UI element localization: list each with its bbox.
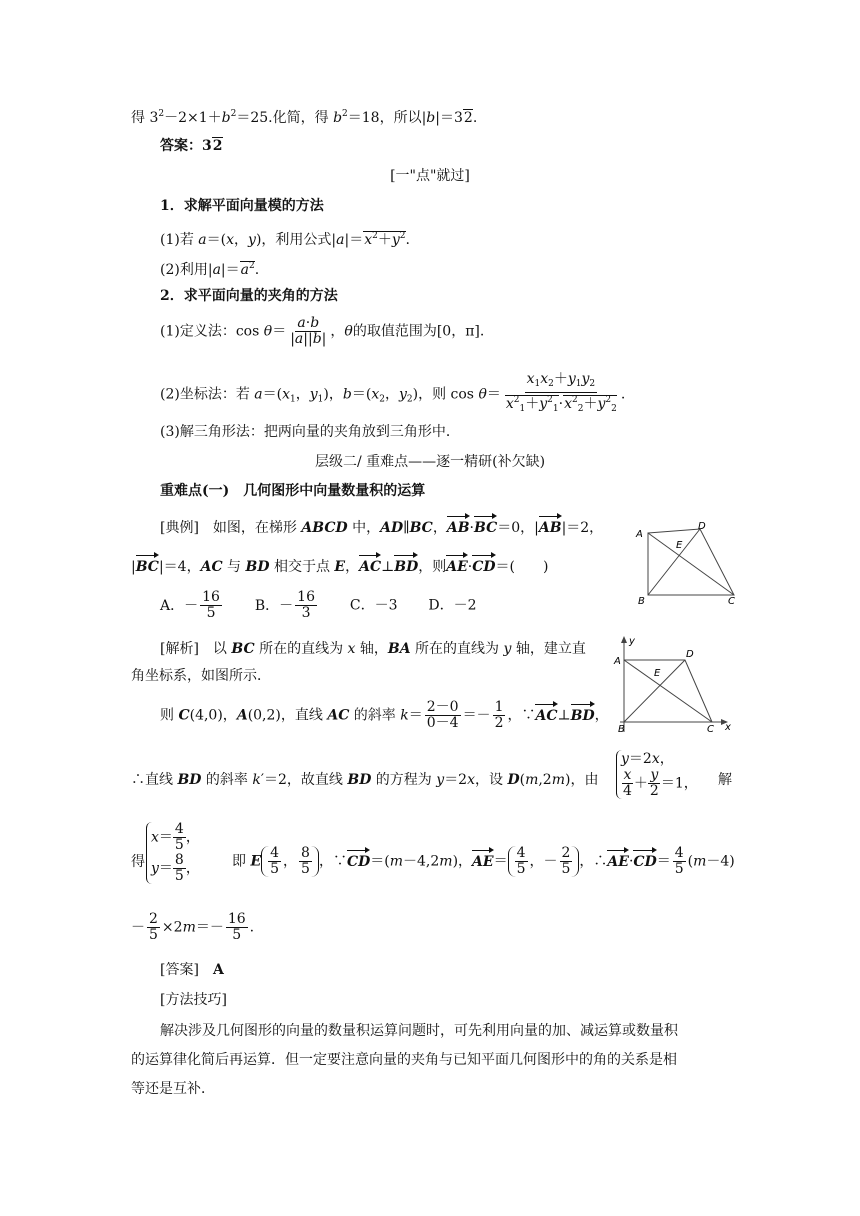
analysis-line-4: ∴直线 BD 的斜率 k′＝2，故直线 BD 的方程为 y＝2x，设 D(m,2m)，由 [131, 772, 599, 788]
option-a[interactable]: A．－ $\frac{16}{5}$ [160, 589, 220, 621]
label-a2: A [614, 656, 621, 667]
label-d2: D [686, 649, 694, 660]
analysis-line-2: 角坐标系，如图所示． [131, 668, 271, 684]
option-c[interactable]: C．－3 [349, 597, 398, 614]
angle-method-2: (2)坐标法：若 $a=(x_1$，$y_1$)，$b=(x_2$，$y_2$)，则 cos θ＝ $\frac{x_1x_2+y_1y_2}{x^2_1+y^2_1\cdot x^2_2+y^2_2}$ . [160, 372, 625, 417]
answer-line: 答案：32 [160, 138, 223, 154]
answer-line-2: [答案] A [160, 962, 224, 978]
option-b[interactable]: B．－ $\frac{16}{3}$ [254, 589, 315, 621]
analysis-line-6: － $\frac{2}{5}$ ×2m＝－ $\frac{16}{5}$ . [131, 911, 255, 943]
key-title: 重难点(一) 几何图形中向量数量积的运算 [160, 483, 426, 499]
coordinate-figure [612, 632, 737, 737]
system-equations: y＝2x， $\frac{x}{4}$ ＋ $\frac{y}{2}$ ＝1， [616, 750, 698, 799]
label-e2: E [654, 668, 661, 679]
example-line-2: |BC|＝4，AC 与 BD 相交于点 E，AC⊥BD，则AE·CD＝( ) [131, 553, 548, 577]
tips-heading: [方法技巧] [160, 992, 227, 1008]
heading-modulus: 1．求解平面向量模的方法 [160, 198, 324, 214]
angle-method-1-line: (1)定义法：cos θ＝ $\frac{a\cdot b}{|a||b|}$ ，θ的取值范围为[0，π]. [160, 315, 485, 347]
analysis-line-5b: 即 E $\frac{4}{5}$ ， $\frac{8}{5}$ ，∵CD＝(m－4,2m)，AE＝ $\frac{4}{5}$ ，－ $\frac{2}{5}$ ，∴AE·CD＝ $\frac{4}{5}$ (m－4) [232, 845, 735, 877]
options [160, 590, 477, 621]
angle-method-3: (3)解三角形法：把两向量的夹角放到三角形中． [160, 424, 460, 440]
method-2: (2)利用$|a|=a^2$. [160, 261, 260, 278]
answer-value: A [212, 962, 224, 978]
example-line-1: [典例] 如图，在梯形 ABCD 中，AD∥BC，AB·BC＝0，|AB|＝2， [160, 514, 603, 538]
tips-line-2: 的运算律化简后再运算．但一定要注意向量的夹角与已知平面几何图形中的角的关系是相 [131, 1052, 677, 1068]
label-y: y [629, 636, 635, 647]
label-b2: B [618, 724, 625, 735]
label-a: A [636, 529, 643, 540]
label-d: D [698, 521, 706, 532]
solve-word: 解 [718, 772, 732, 788]
label-c: C [728, 596, 735, 607]
tips-line-1: 解决涉及几何图形的向量的数量积运算问题时，可先利用向量的加、减运算或数量积 [160, 1023, 678, 1039]
label-b: B [638, 596, 645, 607]
label-e: E [676, 540, 683, 551]
trapezoid-figure [630, 520, 745, 610]
analysis-line-3: 则 C(4,0)，A(0,2)，直线 AC 的斜率 k＝ $\frac{2-0}{0-4}$ ＝－ $\frac{1}{2}$ ，∵AC⊥BD， [160, 699, 609, 731]
text-line: 得 $3^2-2\times 1+b^2=25$.化简，得 $b^2=18$，所以|b|＝32. [131, 109, 478, 126]
tips-line-3: 等还是互补． [131, 1081, 215, 1097]
analysis-line-1: [解析] 以 BC 所在的直线为 x 轴，BA 所在的直线为 y 轴，建立直 [160, 641, 586, 657]
solution-system: x＝ $\frac{4}{5}$ ， y＝ $\frac{8}{5}$ ， [146, 822, 200, 884]
analysis-line-5: 得 [131, 854, 145, 870]
heading-angle: 2．求平面向量的夹角的方法 [160, 288, 338, 304]
option-d[interactable]: D．－2 [428, 597, 477, 614]
level-title: 层级二/ 重难点——逐一精研(补欠缺) [314, 454, 546, 470]
method-1: (1)若 a＝(x，y)，利用公式$|a|=x^2+y^2$. [160, 231, 410, 248]
section-title: [一"点"就过] [390, 168, 470, 184]
label-c2: C [707, 724, 714, 735]
label-x: x [725, 722, 731, 733]
